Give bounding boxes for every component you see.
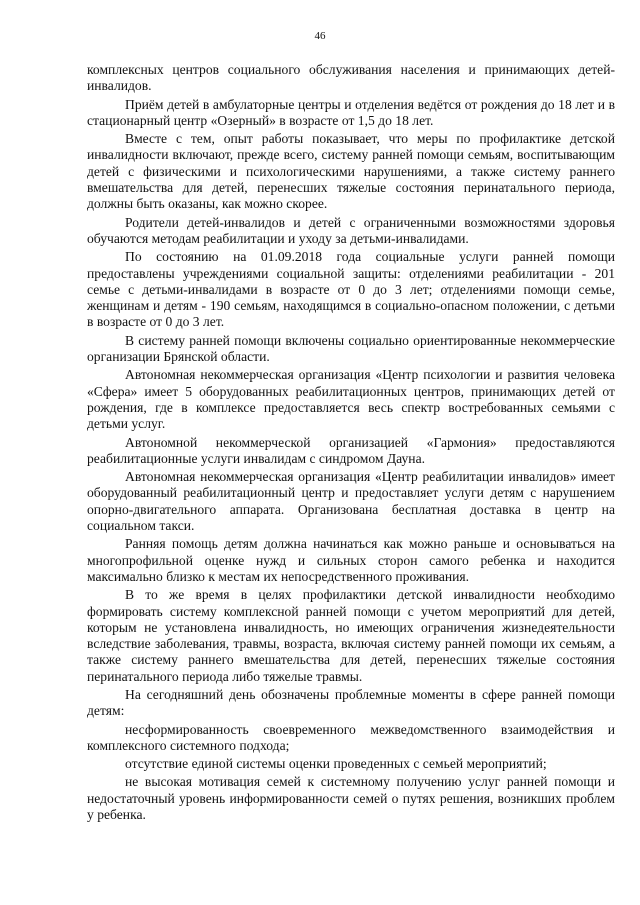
paragraph-garmoniya: Автономной некоммерческой организацией «Гармония» предоставляются реабилитационные услуги инвалидам с синдромом Дауна. <box>87 434 615 466</box>
paragraph-continuation: комплексных центров социального обслуживания населения и принимающих детей-инвалидов. <box>87 62 615 94</box>
paragraph-problem-points: На сегодняшний день обозначены проблемные моменты в сфере ранней помощи детям: <box>87 686 615 719</box>
page-number: 46 <box>314 30 326 42</box>
list-item-assessment: отсутствие единой системы оценки проведенных с семьей мероприятий; <box>125 756 547 772</box>
paragraph-services-status: По состоянию на 01.09.2018 года социальные услуги ранней помощи предоставлены учреждениями социальной защиты: отделениями реабилитации - 201 семье с детьми-инвалидами в возрасте от 0 до 3 лет; отделениями помощи семье, женщинам и детям - 190 семьям, находящимся в социально-опасном положении, с детьми в возрасте от 0 до 3 лет. <box>87 249 615 330</box>
paragraph-prevention-measures: Вместе с тем, опыт работы показывает, что меры по профилактике детской инвалидности включают, прежде всего, систему ранней помощи семьям, воспитывающим детей с физическими и психологическими нарушениями, а также систему раннего вмешательства для детей, перенесших тяжелые состояния перинатального периода, должны быть оказаны, как можно скорее. <box>87 131 615 212</box>
paragraph-comprehensive-system: В то же время в целях профилактики детской инвалидности необходимо формировать систему комплексной ранней помощи с учетом мероприятий для детей, которым не установлена инвалидность, но имеющих ограничения жизнедеятельности вследствие заболевания, травмы, возраста, включая систему ранней помощи их семьям, а также систему раннего вмешательства для детей, перенесших тяжелые состояния перинатального периода либо тяжелые травмы. <box>87 587 615 684</box>
paragraph-nonprofit-organizations: В систему ранней помощи включены социально ориентированные некоммерческие организации Брянской области. <box>87 332 615 365</box>
paragraph-rehab-center: Автономная некоммерческая организация «Центр реабилитации инвалидов» имеет оборудованный реабилитационный центр и предоставляет услуги детям с нарушением опорно-двигательного аппарата. Организована бесплатная доставка в центр на социальном такси. <box>87 469 615 534</box>
paragraph-early-help: Ранняя помощь детям должна начинаться как можно раньше и основываться на многопрофильной оценке нужд и сильных сторон самого ребенка и находится максимально близко к местам их непосредственного проживания. <box>87 536 615 584</box>
list-item-motivation: не высокая мотивация семей к системному получению услуг ранней помощи и недостаточный уровень информированности семей о путях решения, возникших проблем у ребенка. <box>87 774 615 823</box>
paragraph-sfera-center: Автономная некоммерческая организация «Центр психологии и развития человека «Сфера» имеет 5 оборудованных реабилитационных центров, принимающих детей от рождения, где в комплексе предоставляется весь спектр востребованных семьями с детьми услуг. <box>87 367 615 432</box>
paragraph-parents-training: Родители детей-инвалидов и детей с ограниченными возможностями здоровья обучаются методам реабилитации и уходу за детьми-инвалидами. <box>87 214 615 246</box>
body-text <box>87 62 615 823</box>
paragraph-admission-ages: Приём детей в амбулаторные центры и отделения ведётся от рождения до 18 лет и в стационарный центр «Озерный» в возрасте от 1,5 до 18 лет. <box>87 96 615 128</box>
list-item-interagency: несформированность своевременного межведомственного взаимодействия и комплексного системного подхода; <box>87 721 615 753</box>
